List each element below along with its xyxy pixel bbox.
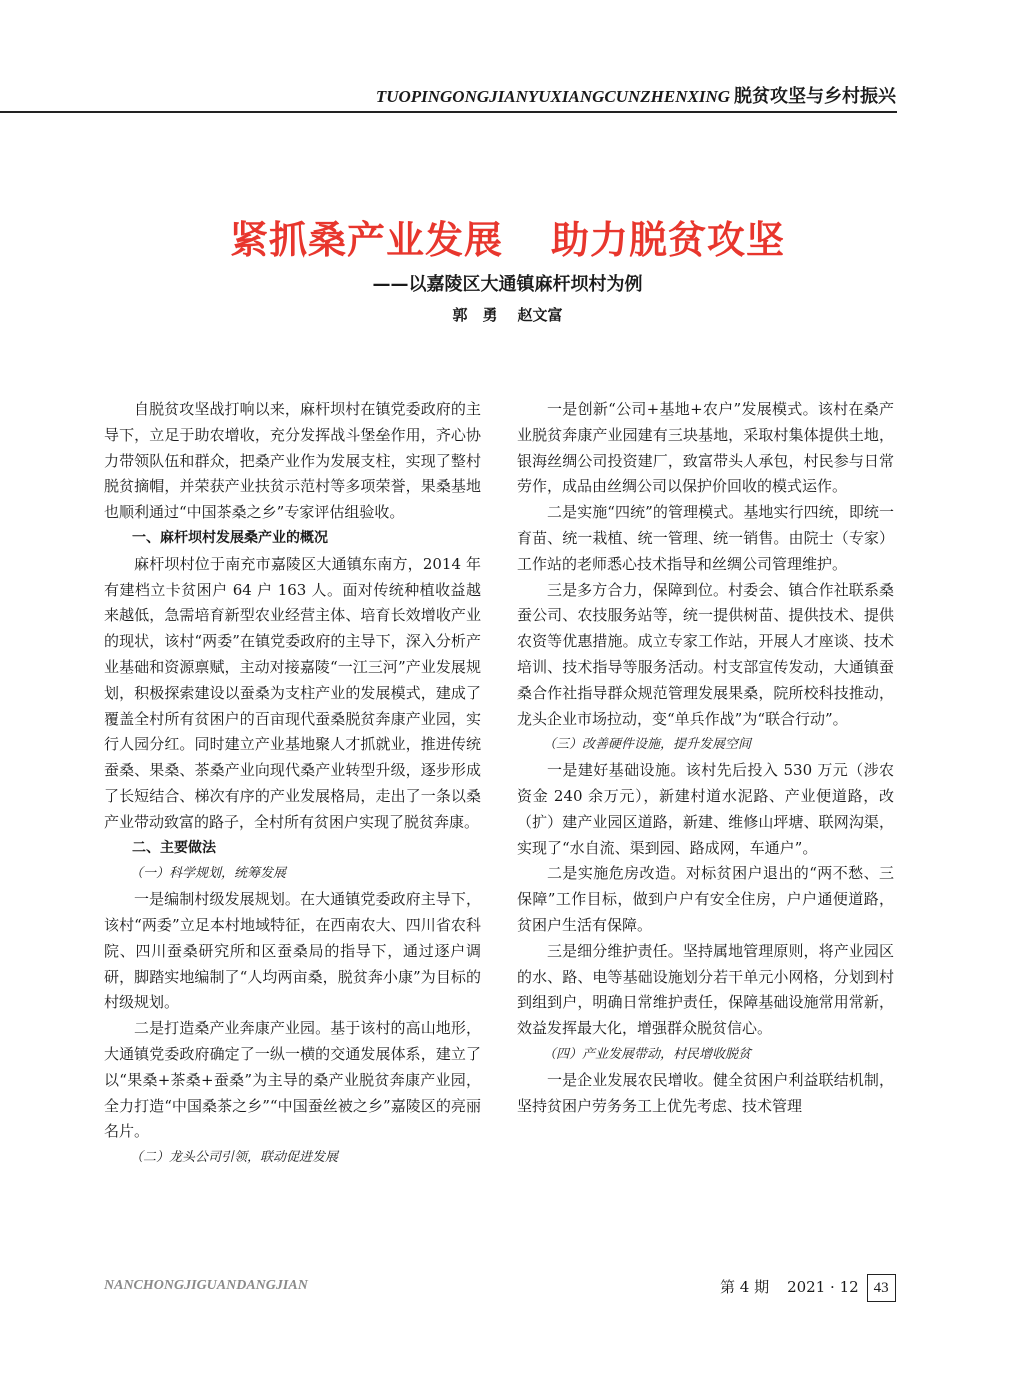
- paragraph: 二是打造桑产业奔康产业园。基于该村的高山地形，大通镇党委政府确定了一纵一横的交通发展体系，建立了以“果桑+茶桑+蚕桑”为主导的桑产业脱贫奔康产业园，全力打造“中国桑茶之乡”“中国蚕丝被之乡”嘉陵区的亮丽名片。: [104, 1019, 481, 1141]
- paragraph: 一是编制村级发展规划。在大通镇党委政府主导下，该村“两委”立足本村地域特征，在西南农大、四川省农科院、四川蚕桑研究所和区蚕桑局的指导下，通过逐户调研，脚踏实地编制了“人均两亩桑，脱贫奔小康”为目标的村级规划。: [104, 890, 481, 1012]
- paragraph: 三是细分维护责任。坚持属地管理原则，将产业园区的水、路、电等基础设施划分若干单元小网格，分划到村到组到户，明确日常维护责任，保障基础设施常用常新，效益发挥最大化，增强群众脱贫信心。: [517, 941, 894, 1038]
- header-latin: TUOPINGONGJIANYUXIANGCUNZHENXING: [375, 87, 730, 106]
- author-2: 赵文富: [517, 306, 563, 324]
- left-column: [104, 397, 481, 1171]
- footer-issue-info: [720, 1274, 896, 1298]
- article-authors: [0, 303, 1015, 327]
- page-number: 43: [867, 1274, 896, 1302]
- title-part-1: 紧抓桑产业发展: [229, 217, 503, 262]
- title-part-2: 助力脱贫攻坚: [551, 217, 786, 262]
- section-heading: 二、主要做法: [132, 839, 216, 856]
- paragraph: 一是企业发展农民增收。健全贫困户利益联结机制，坚持贫困户劳务务工上优先考虑、技术管理: [517, 1070, 894, 1115]
- paragraph: 一是建好基础设施。该村先后投入 530 万元（涉农资金 240 余万元），新建村道水泥路、产业便道路，改（扩）建产业园区道路，新建、维修山坪塘、联网沟渠，实现了“水自流、渠到园、路成网，车通户”。: [517, 761, 894, 857]
- footer-magazine-name: NANCHONGJIGUANDANGJIAN: [104, 1278, 308, 1293]
- section-heading: （二）龙头公司引领，联动促进发展: [130, 1150, 339, 1166]
- footer-issue: 第 4 期: [720, 1278, 770, 1296]
- section-heading: 一、麻杆坝村发展桑产业的概况: [132, 529, 328, 546]
- section-heading: （四）产业发展带动，村民增收脱贫: [543, 1046, 752, 1062]
- header-rule: [0, 111, 897, 113]
- article-subtitle: [0, 270, 1015, 300]
- paragraph: 自脱贫攻坚战打响以来，麻杆坝村在镇党委政府的主导下，立足于助农增收，充分发挥战斗堡垒作用，齐心协力带领队伍和群众，把桑产业作为发展支柱，实现了整村脱贫摘帽，并荣获产业扶贫示范村等多项荣誉，果桑基地也顺利通过“中国茶桑之乡”专家评估组验收。: [104, 400, 481, 522]
- paragraph: 二是实施“四统”的管理模式。基地实行四统，即统一育苗、统一栽植、统一管理、统一销售。由院士（专家）工作站的老师悉心技术指导和丝绸公司管理维护。: [517, 503, 894, 573]
- paragraph: 三是多方合力，保障到位。村委会、镇合作社联系桑蚕公司、农技服务站等，统一提供树苗、提供技术、提供农资等优惠措施。成立专家工作站，开展人才座谈、技术培训、技术指导等服务活动。村支部宣传发动，大通镇蚕桑合作社指导群众规范管理发展果桑，院所校科技推动，龙头企业市场拉动，变“单兵作战”为“联合行动”。: [517, 580, 894, 728]
- subtitle-dash: ——: [372, 274, 409, 295]
- paragraph: 麻杆坝村位于南充市嘉陵区大通镇东南方，2014 年有建档立卡贫困户 64 户 163 人。面对传统种植收益越来越低，急需培育新型农业经营主体、培育长效增收产业的现状，该村“两委”在镇党委政府的主导下，深入分析产业基础和资源禀赋，主动对接嘉陵“一江三河”产业发展规划，积极探索建设以蚕桑为支柱产业的发展模式，建成了覆盖全村所有贫困户的百亩现代蚕桑脱贫奔康产业园，实行人园分红。同时建立产业基地聚人才抓就业，推进传统蚕桑、果桑、茶桑产业向现代桑产业转型升级，逐步形成了长短结合、梯次有序的产业发展格局，走出了一条以桑产业带动致富的路子，全村所有贫困户实现了脱贫奔康。: [104, 554, 481, 831]
- paragraph: 二是实施危房改造。对标贫困户退出的“两不愁、三保障”工作目标，做到户户有安全住房，户户通便道路，贫困户生活有保障。: [517, 864, 894, 934]
- header-section-title: 脱贫攻坚与乡村振兴: [734, 86, 896, 107]
- paragraph: 一是创新“公司+基地+农户”发展模式。该村在桑产业脱贫奔康产业园建有三块基地，采取村集体提供土地，银海丝绸公司投资建厂，致富带头人承包，村民参与日常劳作，成品由丝绸公司以保护价回收的模式运作。: [517, 400, 894, 496]
- section-heading: （三）改善硬件设施，提升发展空间: [543, 737, 752, 753]
- footer-date: 2021 · 12: [787, 1278, 859, 1296]
- right-column: [517, 397, 894, 1119]
- article-title: [0, 212, 1015, 268]
- running-header: [90, 84, 896, 110]
- author-1: 郭 勇: [452, 306, 498, 324]
- section-heading: （一）科学规划，统筹发展: [130, 866, 287, 882]
- subtitle-text: 以嘉陵区大通镇麻杆坝村为例: [408, 274, 643, 295]
